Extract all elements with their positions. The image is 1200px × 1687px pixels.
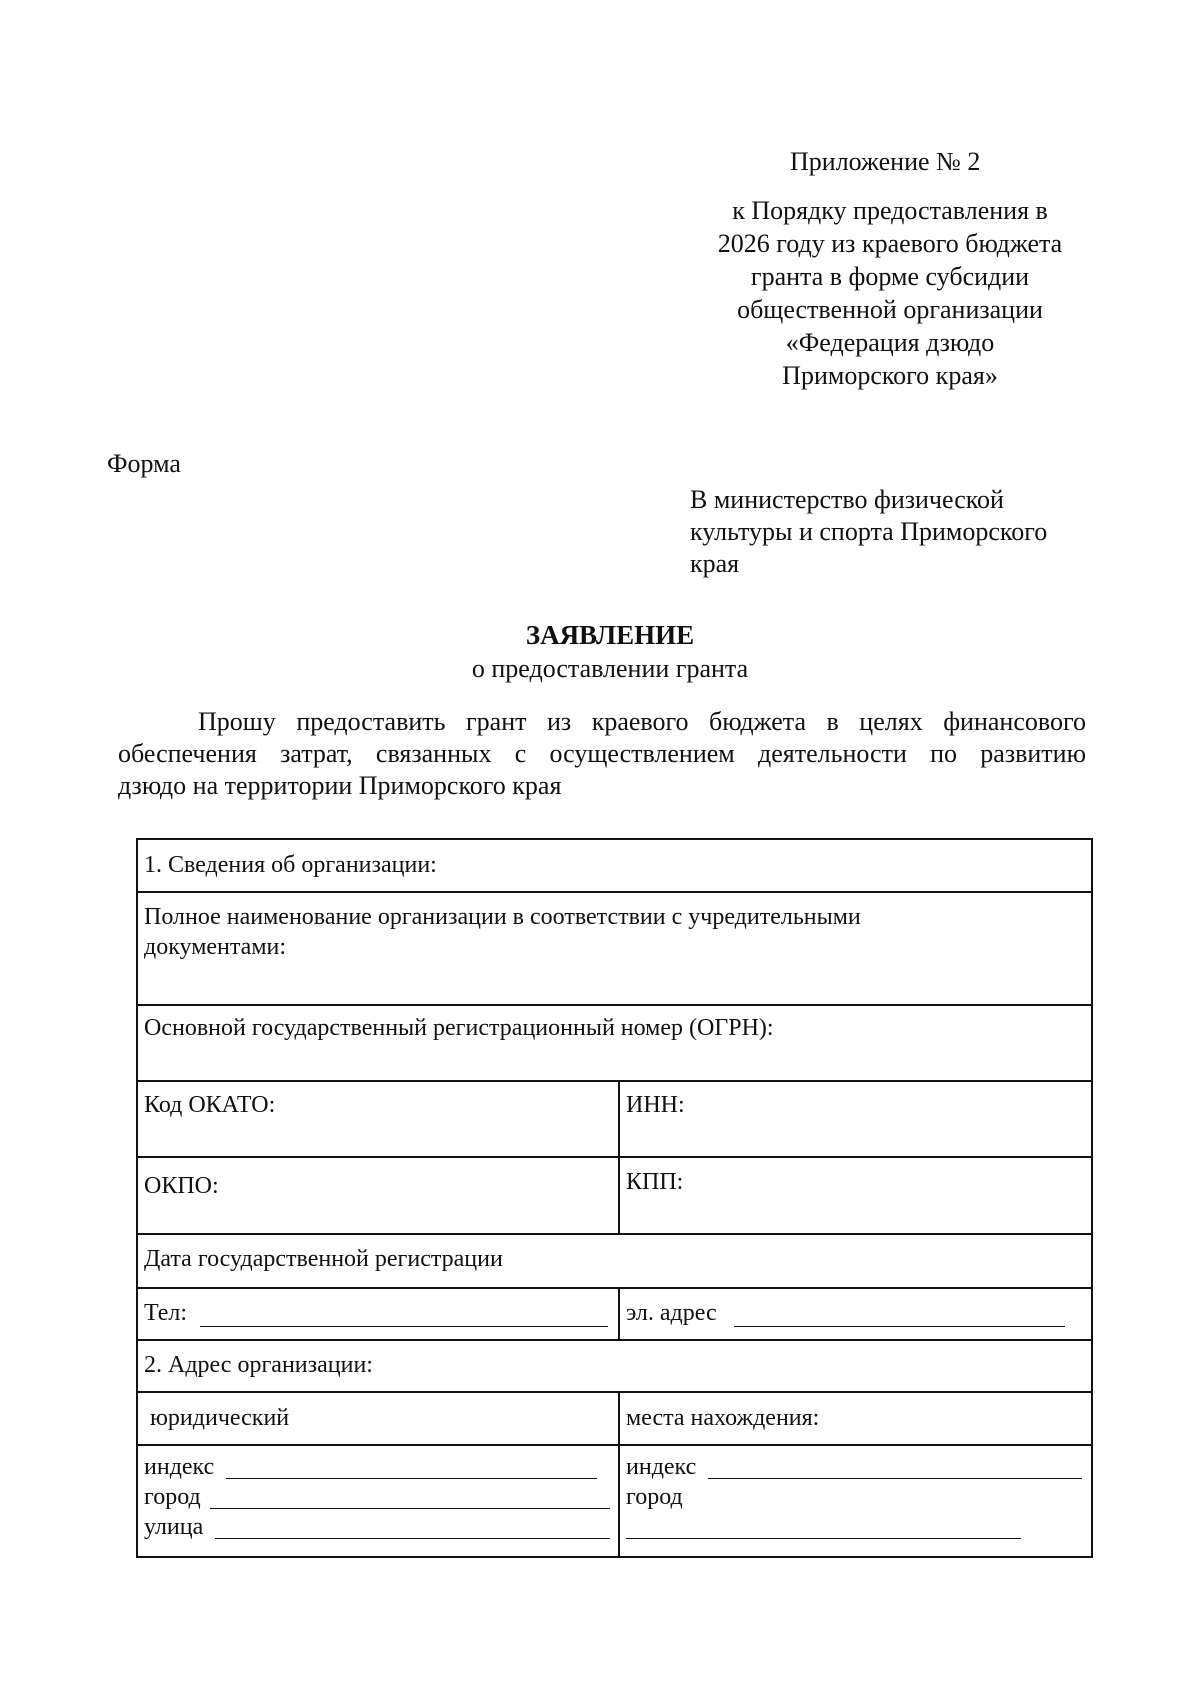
- okpo-label: ОКПО:: [144, 1173, 219, 1199]
- organization-info-table: [136, 838, 1093, 1558]
- table-row-divider: [138, 891, 1091, 893]
- table-row-divider: [138, 1156, 1091, 1158]
- addressee-line: культуры и спорта Приморского: [690, 517, 1048, 546]
- table-row-divider: [138, 1339, 1091, 1341]
- phone-label: Тел:: [144, 1300, 188, 1326]
- location-city-label: город: [626, 1484, 683, 1510]
- email-fill-line: [734, 1326, 1065, 1327]
- full-name-label: Полное наименование организации в соответствии с учредительными: [144, 904, 861, 930]
- phone-fill-line: [200, 1326, 608, 1327]
- table-row-divider: [138, 1391, 1091, 1393]
- addressee-line: края: [690, 549, 740, 578]
- email-label: эл. адрес: [626, 1300, 717, 1326]
- paragraph-line: Прошу предоставить грант из краевого бюджета в целях финансового: [198, 707, 1086, 736]
- appendix-line: к Порядку предоставления в: [732, 196, 1048, 225]
- addressee-line: В министерство физической: [690, 485, 1004, 514]
- location-index-label: индекс: [626, 1454, 697, 1480]
- table-row-divider: [138, 1004, 1091, 1006]
- appendix-line: «Федерация дзюдо: [785, 328, 995, 357]
- location-city-fill-line: [626, 1538, 1021, 1539]
- location-address-label: места нахождения:: [626, 1405, 820, 1431]
- full-name-label-cont: документами:: [144, 934, 287, 960]
- appendix-title: Приложение № 2: [790, 147, 981, 176]
- request-paragraph: [118, 706, 1086, 802]
- kpp-label: КПП:: [626, 1169, 684, 1195]
- legal-city-label: город: [144, 1484, 201, 1510]
- form-label: Форма: [107, 449, 181, 478]
- addressee: [690, 484, 1110, 580]
- paragraph-line: дзюдо на территории Приморского края: [118, 771, 562, 800]
- legal-street-label: улица: [144, 1514, 204, 1540]
- location-index-fill-line: [708, 1478, 1082, 1479]
- legal-street-fill-line: [215, 1538, 610, 1539]
- appendix-line: общественной организации: [737, 295, 1043, 324]
- inn-label: ИНН:: [626, 1092, 685, 1118]
- appendix-line: Приморского края»: [782, 361, 998, 390]
- legal-index-label: индекс: [144, 1454, 215, 1480]
- table-column-divider: [618, 1287, 620, 1339]
- ogrn-label: Основной государственный регистрационный номер (ОГРН):: [144, 1015, 774, 1041]
- document-title: ЗАЯВЛЕНИЕ: [525, 620, 695, 650]
- legal-index-fill-line: [226, 1478, 597, 1479]
- appendix-line: 2026 году из краевого бюджета: [717, 229, 1063, 258]
- table-column-divider: [618, 1391, 620, 1558]
- legal-city-fill-line: [210, 1508, 610, 1509]
- table-row-divider: [138, 1287, 1091, 1289]
- registration-date-label: Дата государственной регистрации: [144, 1246, 503, 1272]
- okato-label: Код ОКАТО:: [144, 1092, 276, 1118]
- document-subtitle: о предоставлении гранта: [471, 654, 749, 683]
- table-row-divider: [138, 1444, 1091, 1446]
- section1-header: 1. Сведения об организации:: [144, 852, 437, 878]
- section2-header: 2. Адрес организации:: [144, 1352, 373, 1378]
- paragraph-line: обеспечения затрат, связанных с осуществлением деятельности по развитию: [118, 739, 1086, 768]
- table-row-divider: [138, 1233, 1091, 1235]
- appendix-description: [690, 194, 1090, 392]
- legal-address-label: юридический: [150, 1405, 290, 1431]
- table-column-divider: [618, 1080, 620, 1233]
- table-row-divider: [138, 1080, 1091, 1082]
- appendix-line: гранта в форме субсидии: [750, 262, 1030, 291]
